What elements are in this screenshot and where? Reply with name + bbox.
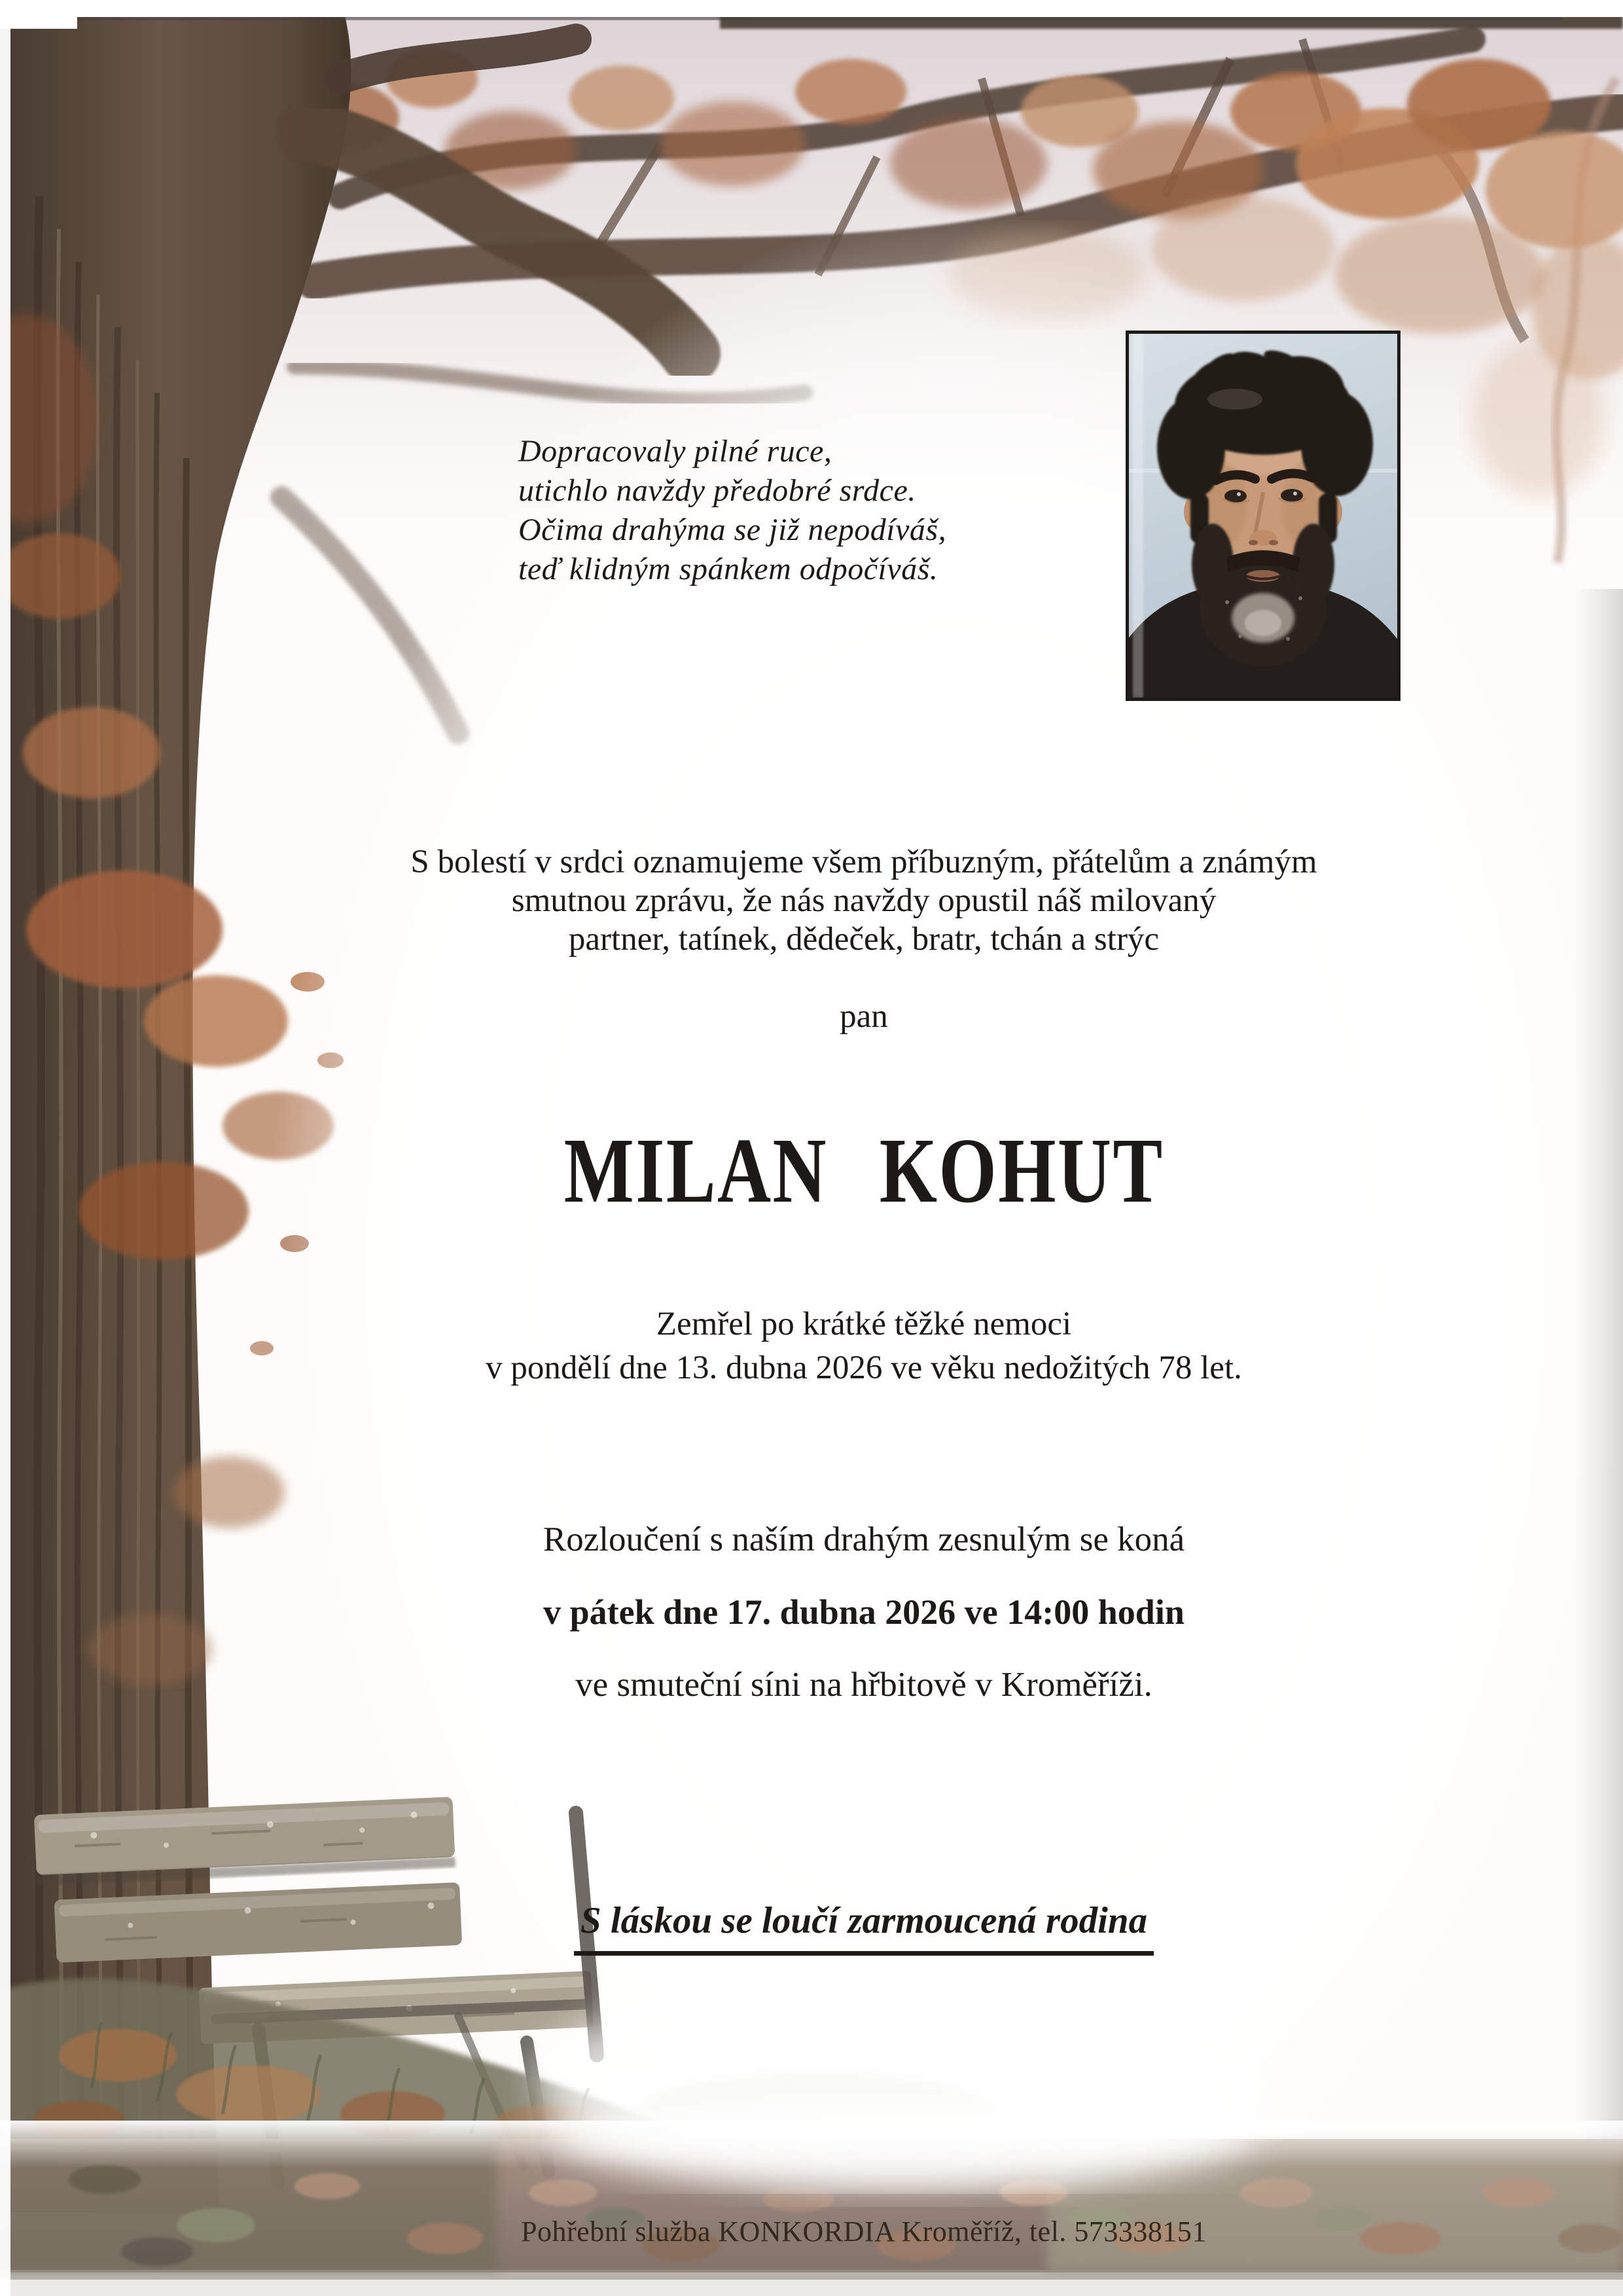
portrait-photo <box>1126 331 1400 701</box>
ceremony-datetime: v pátek dne 17. dubna 2026 ve 14:00 hodin <box>543 1592 1185 1632</box>
deceased-name-text: MILAN KOHUT <box>563 1119 1164 1222</box>
announcement-line: S bolestí v srdci oznamujeme všem příbuzným, přátelům a známým <box>410 844 1317 880</box>
poem-line: utichlo navždy předobré srdce. <box>518 473 916 508</box>
memorial-poem <box>518 432 1107 589</box>
announcement-line: smutnou zprávu, že nás navždy opustil náš milovaný <box>511 882 1217 919</box>
death-notice-line: v pondělí dne 13. dubna 2026 ve věku nedožitých 78 let. <box>486 1350 1242 1386</box>
ceremony-intro: Rozloučení s naším drahým zesnulým se koná <box>543 1520 1185 1558</box>
honorific: pan <box>840 998 888 1035</box>
poem-line: Očima drahýma se již nepodíváš, <box>518 512 947 547</box>
funeral-service-footer: Pohřební služba KONKORDIA Kroměříž, tel. 573338151 <box>521 2215 1207 2248</box>
closing-line-text: S láskou se loučí zarmoucená rodina <box>574 1899 1154 1956</box>
ceremony-location: ve smuteční síni na hřbitově v Kroměříži. <box>575 1666 1152 1704</box>
portrait-illustration <box>1129 334 1397 698</box>
poem-line: teď klidným spánkem odpočíváš. <box>518 552 938 586</box>
closing-line <box>92 1899 1623 1956</box>
death-notice-line: Zemřel po krátké těžké nemoci <box>656 1306 1072 1342</box>
poem-line: Dopracovaly pilné ruce, <box>518 434 832 469</box>
death-notice <box>92 1302 1623 1390</box>
announcement <box>92 843 1623 959</box>
announcement-line: partner, tatínek, dědeček, bratr, tchán a strýc <box>568 921 1160 958</box>
deceased-name <box>92 1117 1623 1224</box>
